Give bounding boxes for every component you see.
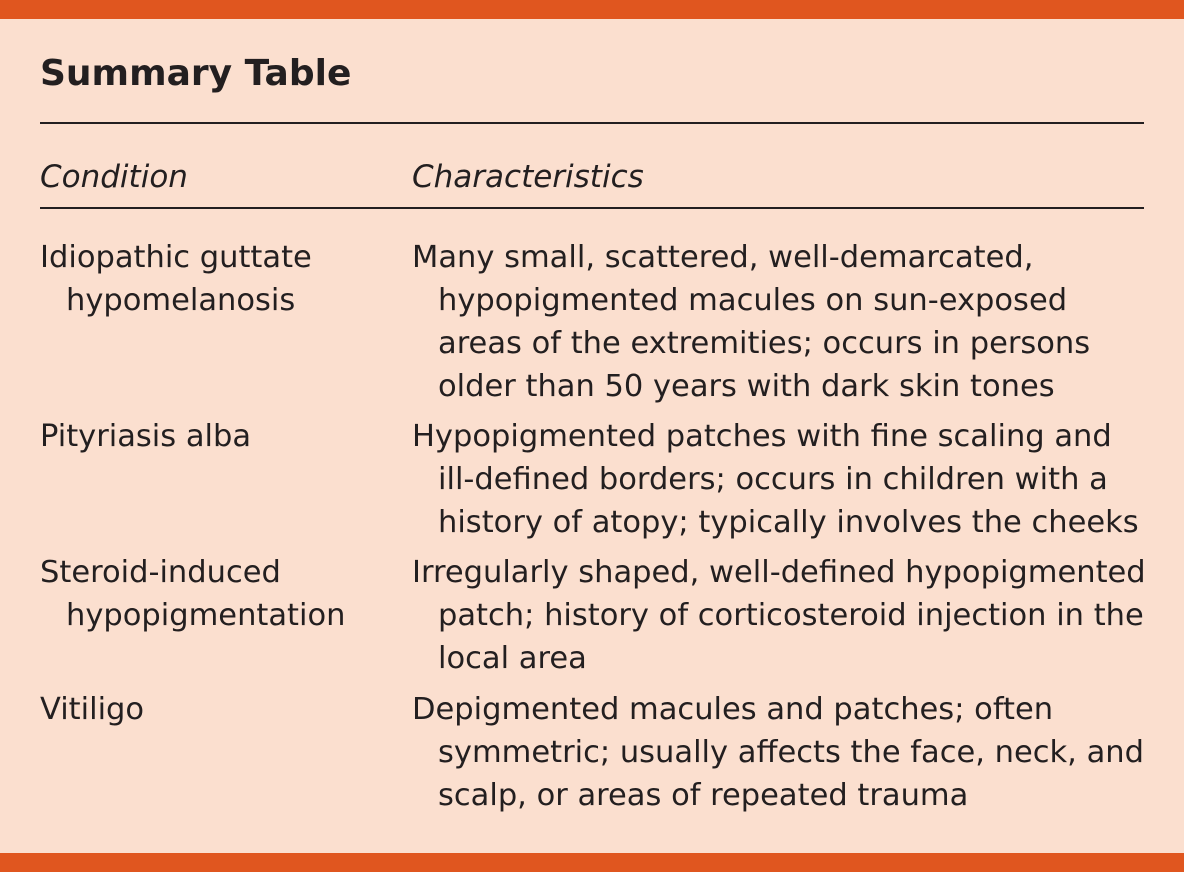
- header-divider: [40, 207, 1144, 209]
- characteristics-cell: Irregularly shaped, well-defined hypopigmented patch; history of corticosteroid injection in the local area: [412, 555, 1146, 676]
- condition-cell: Vitiligo: [40, 692, 145, 727]
- table-title: Summary Table: [40, 53, 352, 94]
- condition-cell: Steroid-induced hypopigmentation: [40, 555, 346, 633]
- condition-cell: Pityriasis alba: [40, 419, 252, 454]
- characteristics-cell: Hypopigmented patches with fine scaling and ill-defined borders; occurs in children with a history of atopy; typically involves the cheeks: [412, 419, 1139, 540]
- column-header-condition: Condition: [40, 159, 188, 195]
- title-divider: [40, 122, 1144, 124]
- column-header-characteristics: Characteristics: [412, 159, 644, 195]
- bottom-accent-bar: [0, 853, 1184, 872]
- characteristics-cell: Many small, scattered, well-demarcated, hypopigmented macules on sun-exposed areas of the extremities; occurs in persons older than 50 years with dark skin tones: [412, 240, 1091, 404]
- condition-cell: Idiopathic guttate hypomelanosis: [40, 240, 312, 318]
- characteristics-cell: Depigmented macules and patches; often symmetric; usually affects the face, neck, and scalp, or areas of repeated trauma: [412, 692, 1144, 813]
- top-accent-bar: [0, 0, 1184, 19]
